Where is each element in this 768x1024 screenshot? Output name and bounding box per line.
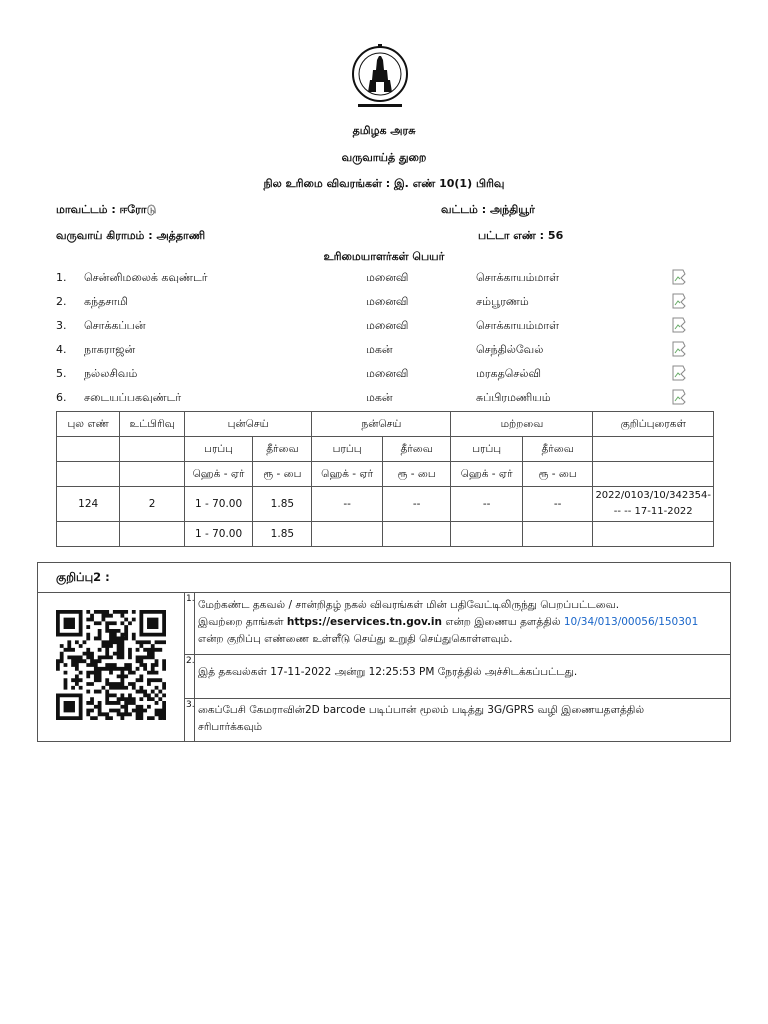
- note-text: சரிபார்க்கவும்: [198, 721, 263, 733]
- owner-number: 4.: [56, 343, 67, 356]
- reference-number: 10/34/013/00056/150301: [563, 616, 699, 628]
- list-item: [0, 295, 768, 315]
- table-row: [57, 487, 714, 522]
- list-item: [0, 391, 768, 411]
- owner-name: சடையப்பகவுண்டர்: [84, 391, 182, 404]
- note-number: 1.: [186, 594, 195, 604]
- table-subheader-row: [57, 437, 714, 462]
- area-unit: ஹெக் - ஏர்: [184, 462, 253, 487]
- header-remarks: குறிப்புரைகள்: [593, 412, 714, 437]
- owner-number: 1.: [56, 271, 67, 284]
- remark-line: -- -- 17-11-2022: [613, 506, 693, 517]
- owner-relative: சொக்காயம்மாள்: [476, 319, 560, 332]
- note-number: 2.: [186, 656, 195, 666]
- notes-header: [38, 563, 730, 593]
- note-number: 3.: [186, 700, 195, 710]
- patta-number: பட்டா எண் : 56: [478, 229, 564, 242]
- owner-name: சொக்கப்பன்: [84, 319, 146, 332]
- header-area: பரப்பு: [451, 437, 522, 462]
- note-item: [184, 592, 731, 655]
- document-title: நில உரிமை விவரங்கள் : இ. எண் 10(1) பிரிவு: [263, 177, 505, 190]
- owner-name: நல்லசிவம்: [84, 367, 138, 380]
- note-text: கைப்பேசி கேமராவின்2D barcode படிப்பான் மூலம் படித்து 3G/GPRS வழி இணையதளத்தில்: [198, 704, 645, 716]
- subdivision: 2: [120, 487, 184, 522]
- district-label: மாவட்டம் : ஈரோடு: [56, 203, 157, 216]
- owner-name: கந்தசாமி: [84, 295, 128, 308]
- broken-image-icon: [672, 293, 690, 309]
- table-unit-row: [57, 462, 714, 487]
- qr-cell: [38, 592, 185, 742]
- owner-number: 2.: [56, 295, 67, 308]
- note-text: என்ற குறிப்பு எண்ணை உள்ளீடு செய்து உறுதி செய்துகொள்ளவும்.: [198, 633, 513, 645]
- header-punjai: புன்செய்: [184, 412, 312, 437]
- total-punjai-area: 1 - 70.00: [184, 522, 253, 547]
- owner-number: 5.: [56, 367, 67, 380]
- tax-unit: ரூ - பை: [382, 462, 451, 487]
- punjai-area: 1 - 70.00: [184, 487, 253, 522]
- header-nanjai: நன்செய்: [312, 412, 451, 437]
- village-label: வருவாய் கிராமம் : அத்தாணி: [56, 229, 206, 242]
- remarks-cell: [593, 487, 714, 522]
- broken-image-icon: [672, 317, 690, 333]
- govt-name: தமிழக அரசு: [352, 124, 416, 137]
- header-survey-number: புல எண்: [57, 412, 120, 437]
- owner-relative: சம்பூரணம்: [476, 295, 529, 308]
- broken-image-icon: [672, 269, 690, 285]
- broken-image-icon: [672, 341, 690, 357]
- header-area: பரப்பு: [312, 437, 382, 462]
- owners-heading: உரிமையாளர்கள் பெயர்: [323, 250, 445, 263]
- qr-code-icon: [56, 610, 166, 720]
- owner-relation: மகன்: [366, 391, 393, 404]
- owner-relation: மனைவி: [366, 367, 409, 380]
- header-area: பரப்பு: [184, 437, 253, 462]
- tax-unit: ரூ - பை: [522, 462, 593, 487]
- other-tax: --: [522, 487, 593, 522]
- department-name: வருவாய்த் துறை: [341, 151, 427, 164]
- header-tax: தீர்வை: [522, 437, 593, 462]
- owner-name: சென்னிமலைக் கவுண்டர்: [84, 271, 208, 284]
- list-item: [0, 343, 768, 363]
- table-total-row: [57, 522, 714, 547]
- header-subdivision: உட்பிரிவு: [120, 412, 184, 437]
- note-text: இவற்றை தாங்கள்: [198, 616, 287, 628]
- owner-relation: மனைவி: [366, 271, 409, 284]
- owner-number: 3.: [56, 319, 67, 332]
- table-header-row: [57, 412, 714, 437]
- survey-number: 124: [57, 487, 120, 522]
- broken-image-icon: [672, 365, 690, 381]
- notes-heading: குறிப்பு2 :: [56, 570, 110, 584]
- notes-section: [37, 562, 731, 742]
- header-other: மற்றவை: [451, 412, 593, 437]
- note-text: என்ற இணைய தளத்தில்: [442, 616, 564, 628]
- remark-line: 2022/0103/10/342354-: [595, 490, 711, 501]
- nanjai-tax: --: [382, 487, 451, 522]
- area-unit: ஹெக் - ஏர்: [312, 462, 382, 487]
- broken-image-icon: [672, 389, 690, 405]
- tax-unit: ரூ - பை: [253, 462, 312, 487]
- nanjai-area: --: [312, 487, 382, 522]
- owner-relative: சுப்பிரமணியம்: [476, 391, 551, 404]
- eservices-link[interactable]: https://eservices.tn.gov.in: [286, 616, 443, 628]
- other-area: --: [451, 487, 522, 522]
- note-text: இத் தகவல்கள் 17-11-2022 அன்று 12:25:53 PM நேரத்தில் அச்சிடக்கப்பட்டது.: [198, 666, 578, 678]
- header-tax: தீர்வை: [382, 437, 451, 462]
- note-text: மேற்கண்ட தகவல் / சான்றிதழ் நகல் விவரங்கள் மின் பதிவேட்டிலிருந்து பெறப்பட்டவை.: [198, 599, 620, 611]
- owner-relative: மரகதசெல்வி: [476, 367, 542, 380]
- list-item: [0, 319, 768, 339]
- owner-relative: செந்தில்வேல்: [476, 343, 544, 356]
- owner-relation: மனைவி: [366, 295, 409, 308]
- owner-relation: மகன்: [366, 343, 393, 356]
- taluk-label: வட்டம் : அந்தியூர்: [441, 203, 535, 216]
- area-unit: ஹெக் - ஏர்: [451, 462, 522, 487]
- header-tax: தீர்வை: [253, 437, 312, 462]
- owner-relation: மனைவி: [366, 319, 409, 332]
- owner-name: நாகராஜன்: [84, 343, 136, 356]
- list-item: [0, 271, 768, 291]
- tamil-nadu-emblem-icon: [350, 36, 410, 116]
- note-item: [184, 698, 731, 741]
- total-punjai-tax: 1.85: [253, 522, 312, 547]
- land-details-table: [56, 411, 714, 547]
- list-item: [0, 367, 768, 387]
- owner-relative: சொக்காயம்மாள்: [476, 271, 560, 284]
- owner-number: 6.: [56, 391, 67, 404]
- punjai-tax: 1.85: [253, 487, 312, 522]
- note-item: [184, 654, 731, 699]
